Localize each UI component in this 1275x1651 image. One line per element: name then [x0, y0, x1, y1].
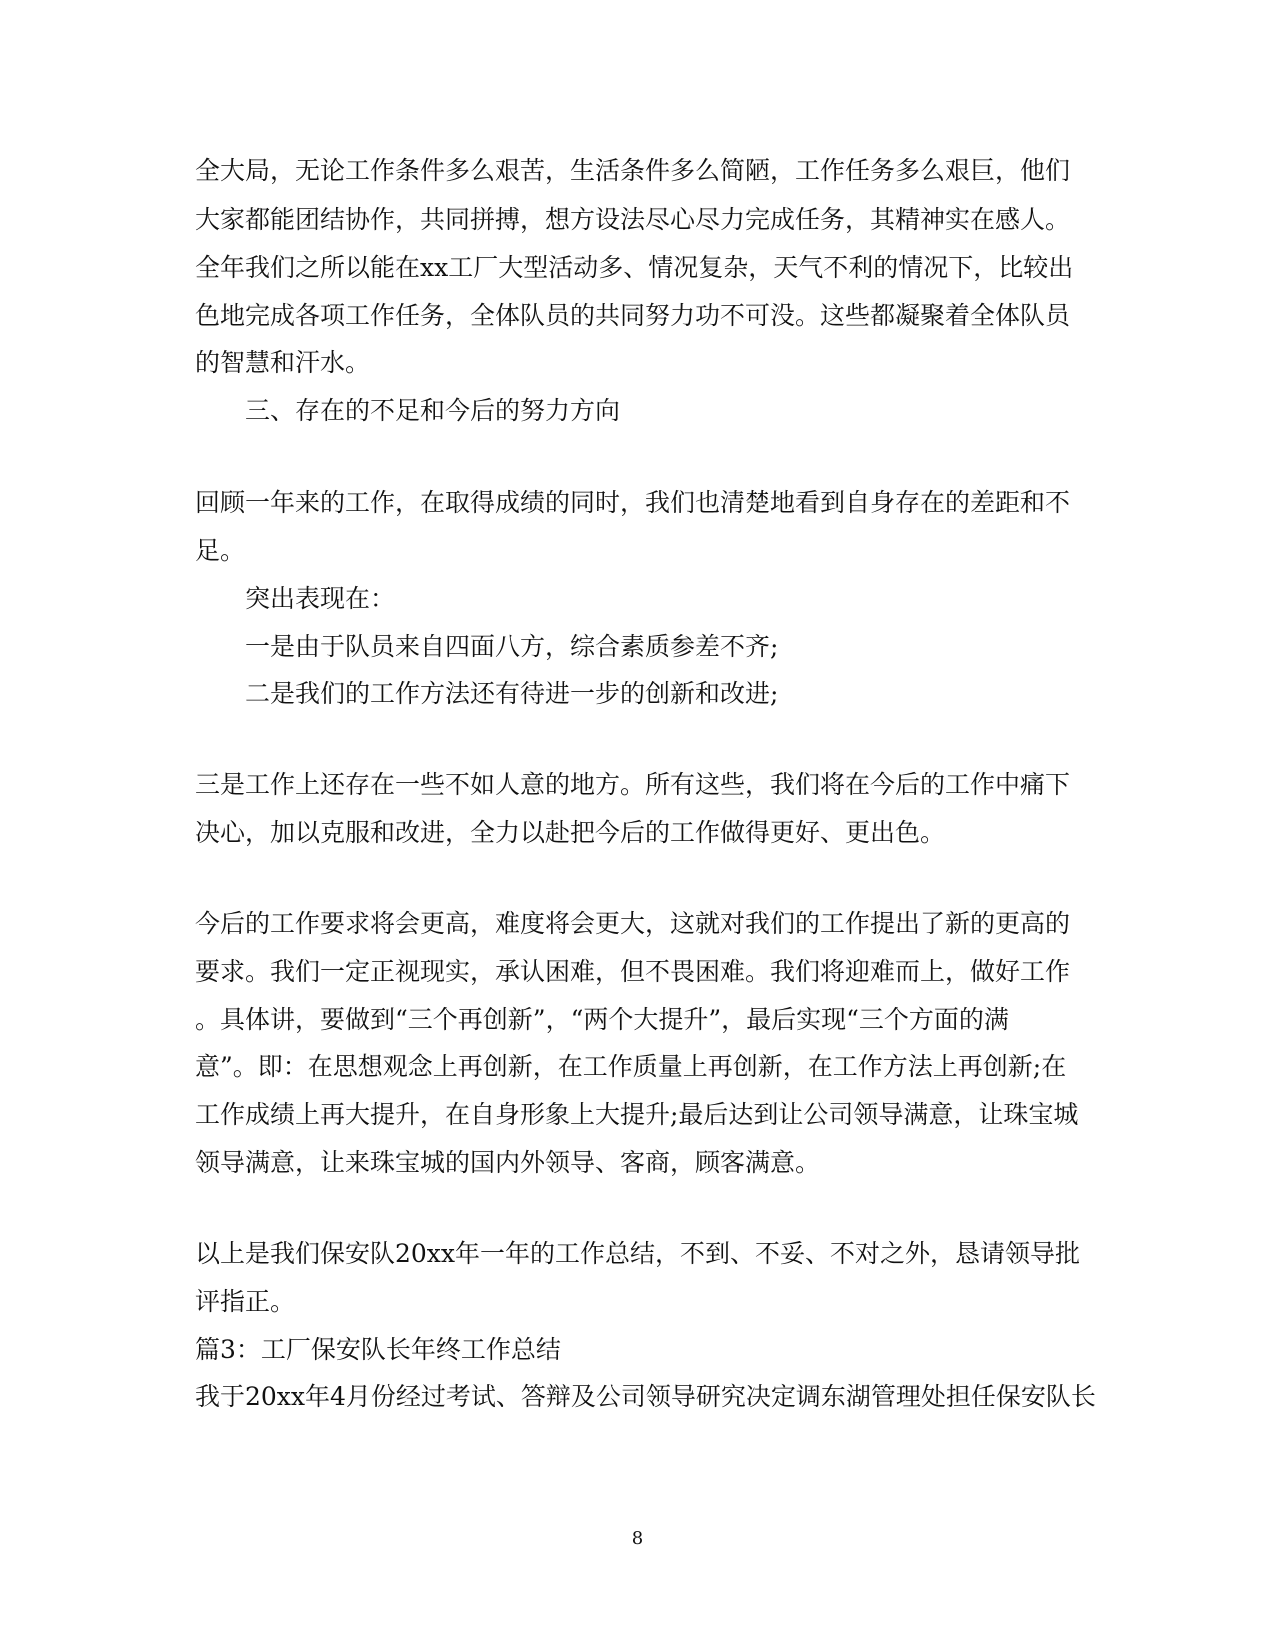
page-number: 8 — [631, 1528, 644, 1549]
text-line: 全年我们之所以能在xx工厂大型活动多、情况复杂，天气不利的情况下，比较出 — [195, 253, 1074, 282]
list-item: 二是我们的工作方法还有待进一步的创新和改进; — [245, 679, 779, 708]
list-item: 一是由于队员来自四面八方，综合素质参差不齐; — [245, 632, 779, 661]
text-line: 三是工作上还存在一些不如人意的地方。所有这些，我们将在今后的工作中痛下 — [195, 770, 1071, 799]
text-line: 突出表现在： — [245, 584, 396, 613]
text-line: 的智慧和汗水。 — [195, 348, 371, 377]
text-line: 决心，加以克服和改进，全力以赴把今后的工作做得更好、更出色。 — [195, 818, 946, 847]
section-heading: 三、存在的不足和今后的努力方向 — [245, 396, 621, 425]
text-line: 。具体讲，要做到“三个再创新”，“两个大提升”，最后实现“三个方面的满 — [195, 1005, 1009, 1034]
text-line: 回顾一年来的工作，在取得成绩的同时，我们也清楚地看到自身存在的差距和不 — [195, 488, 1071, 517]
text-line: 意”。即：在思想观念上再创新，在工作质量上再创新，在工作方法上再创新;在 — [195, 1052, 1067, 1081]
text-line: 以上是我们保安队20xx年一年的工作总结，不到、不妥、不对之外，恳请领导批 — [195, 1239, 1081, 1268]
text-line: 要求。我们一定正视现实，承认困难，但不畏困难。我们将迎难而上，做好工作 — [195, 957, 1071, 986]
text-line: 今后的工作要求将会更高，难度将会更大，这就对我们的工作提出了新的更高的 — [195, 909, 1071, 938]
text-line: 评指正。 — [195, 1287, 296, 1316]
text-line: 领导满意，让来珠宝城的国内外领导、客商，顾客满意。 — [195, 1148, 821, 1177]
text-line: 足。 — [195, 536, 246, 565]
text-line: 全大局，无论工作条件多么艰苦，生活条件多么简陋，工作任务多么艰巨，他们 — [195, 156, 1071, 185]
text-line: 色地完成各项工作任务，全体队员的共同努力功不可没。这些都凝聚着全体队员 — [195, 301, 1071, 330]
text-line: 工作成绩上再大提升，在自身形象上大提升;最后达到让公司领导满意，让珠宝城 — [195, 1100, 1079, 1129]
article-heading: 篇3：工厂保安队长年终工作总结 — [195, 1335, 561, 1364]
text-line: 我于20xx年4月份经过考试、答辩及公司领导研究决定调东湖管理处担任保安队长 — [195, 1382, 1096, 1411]
text-line: 大家都能团结协作，共同拼搏，想方设法尽心尽力完成任务，其精神实在感人。 — [195, 205, 1071, 234]
